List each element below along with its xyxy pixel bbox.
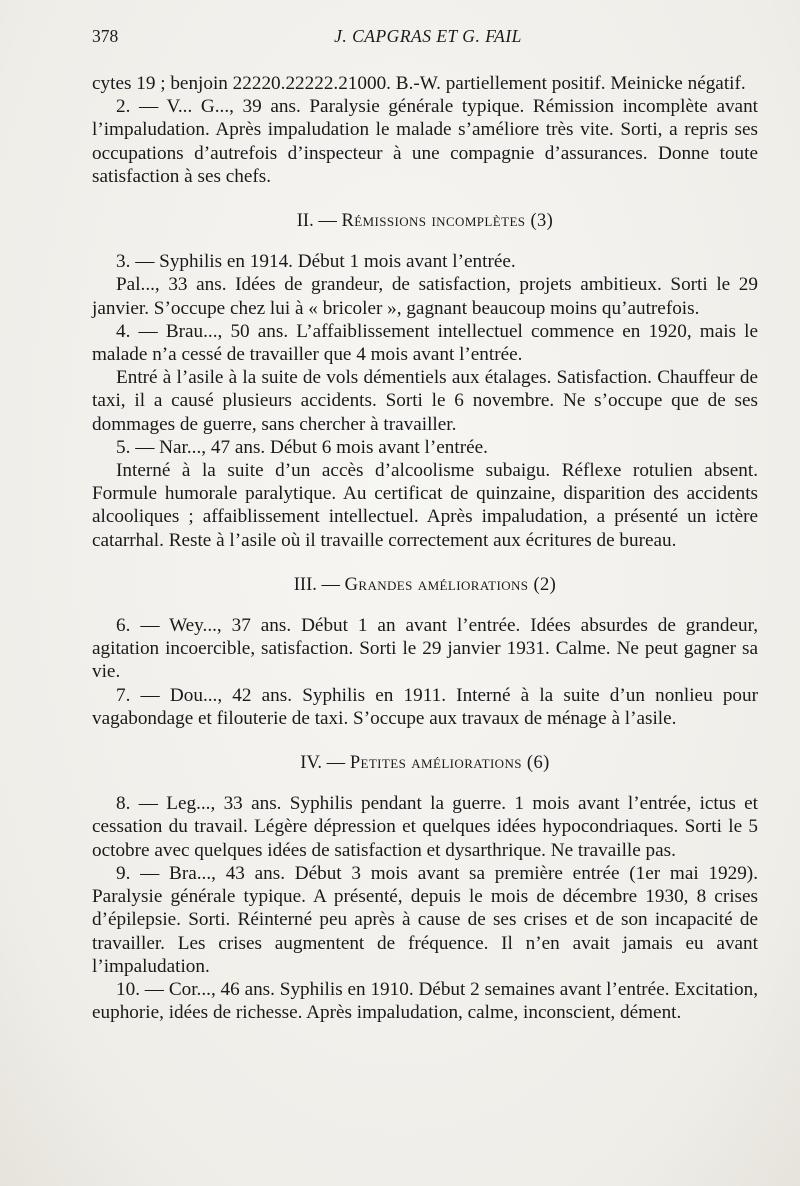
case-3: 3. — Syphilis en 1914. Début 1 mois avant l’entrée. xyxy=(116,251,516,273)
case-10: 10. — Cor..., 46 ans. Syphilis en 1910. Début 2 semaines avant l’entrée. Excitation, euphorie, idées de richesse. Après impaludation, calme, inconscient, dément. xyxy=(92,978,758,1024)
section-number: III. — xyxy=(293,574,340,595)
section-title: Rémissions incomplètes (3) xyxy=(341,211,554,232)
paragraph: Pal..., 33 ans. Idées de grandeur, de satisfaction, projets ambitieux. Sorti le 29 janvier. S’occupe chez lui à « bricoler », gagnant beaucoup moins qu’autrefois. xyxy=(92,274,758,319)
section-heading-ii xyxy=(92,210,758,233)
case-4: 4. — Brau..., 50 ans. L’affaiblissement intellectuel commence en 1920, mais le malade n’a cessé de travailler que 4 mois avant l’entrée. xyxy=(92,320,758,366)
page-header xyxy=(92,26,764,50)
case-2: 2. — V... G..., 39 ans. Paralysie générale typique. Rémission incomplète avant l’impaludation. Après impaludation le malade s’améliore très vite. Sorti, a repris ses occupations d’autrefois d’inspecteur à une compagnie d’assurances. Donne toute satisfaction à ses chefs. xyxy=(92,96,758,187)
case-8: 8. — Leg..., 33 ans. Syphilis pendant la guerre. 1 mois avant l’entrée, ictus et cessation du travail. Légère dépression et quelques idées hypocondriaques. Sorti le 5 octobre avec quelques idées de satisfaction et dysarthrique. Ne travaille pas. xyxy=(92,793,758,861)
section-title: Petites améliorations (6) xyxy=(349,753,550,774)
running-title: J. CAPGRAS ET G. FAIL xyxy=(334,26,522,46)
paragraph: Entré à l’asile à la suite de vols démentiels aux étalages. Satisfaction. Chauffeur de taxi, il a causé plusieurs accidents. Sorti le 6 novembre. Ne s’occupe que de ses dommages de guerre, sans chercher à travailler. xyxy=(92,367,758,435)
section-title: Grandes améliorations (2) xyxy=(344,574,557,595)
case-5: 5. — Nar..., 47 ans. Début 6 mois avant l’entrée. xyxy=(116,436,488,458)
paragraph: cytes 19 ; benjoin 22220.22222.21000. B.-W. partiellement positif. Meinicke négatif. xyxy=(92,73,746,94)
page-number: 378 xyxy=(92,26,119,46)
section-number: IV. — xyxy=(300,753,346,774)
paragraph: Interné à la suite d’un accès d’alcoolisme subaigu. Réflexe rotulien absent. Formule humorale paralytique. Au certificat de quinzaine, disparition des accidents alcooliques ; affaiblissement intellectuel. Après impaludation, a présenté un ictère catarrhal. Reste à l’asile où il travaille correctement aux écritures de bureau. xyxy=(92,460,758,551)
case-7: 7. — Dou..., 42 ans. Syphilis en 1911. Interné à la suite d’un nonlieu pour vagabondage et filouterie de taxi. S’occupe aux travaux de ménage à l’asile. xyxy=(92,684,758,729)
section-heading-iii xyxy=(92,574,758,597)
section-heading-iv xyxy=(92,752,758,775)
section-number: II. — xyxy=(296,211,337,232)
case-6: 6. — Wey..., 37 ans. Début 1 an avant l’entrée. Idées absurdes de grandeur, agitation incoercible, satisfaction. Sorti le 29 janvier 1931. Calme. Ne peut gagner sa vie. xyxy=(92,615,758,683)
case-9: 9. — Bra..., 43 ans. Début 3 mois avant sa première entrée (1er mai 1929). Paralysie générale typique. A présenté, depuis le mois de décembre 1930, 8 crises d’épilepsie. Sorti. Réinterné peu après à cause de ses crises et de son incapacité de travailler. Les crises augmentent de fréquence. Il n’en avait jamais eu avant l’impaludation. xyxy=(92,862,758,977)
text-body xyxy=(92,72,758,1024)
